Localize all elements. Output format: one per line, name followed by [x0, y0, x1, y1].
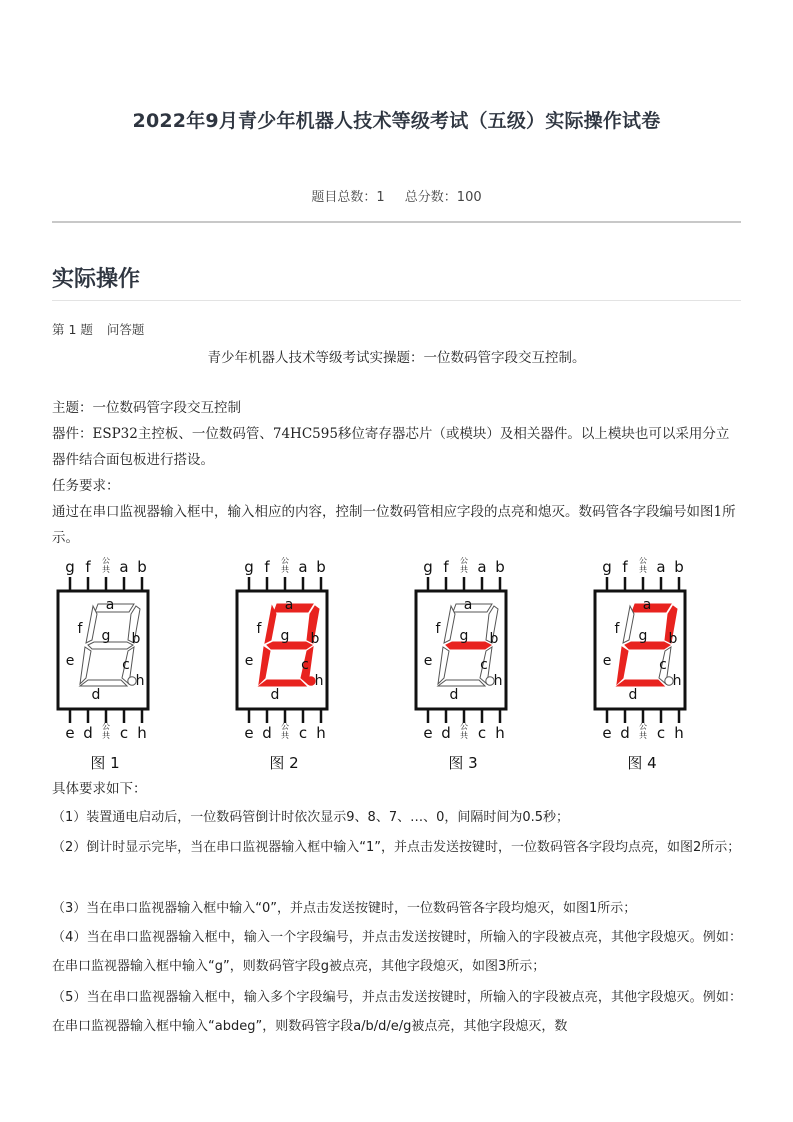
pin-label-top: 公 [281, 557, 289, 565]
segment-label-b: b [489, 631, 499, 647]
pin-label-top: 共 [102, 565, 110, 574]
pin-label-bottom: c [298, 724, 308, 742]
segment-label-c: c [659, 657, 667, 673]
pin-label-top: f [443, 558, 449, 576]
pin-label-top: g [602, 558, 612, 576]
segment-label-h: h [135, 673, 145, 689]
pin-label-top: b [316, 558, 326, 576]
segment-label-a: a [463, 597, 473, 613]
segment-label-b: b [668, 631, 678, 647]
pin-label-top: b [137, 558, 147, 576]
segment-label-d: d [91, 687, 101, 703]
segment-label-g: g [101, 628, 111, 644]
pin-label-bottom: c [656, 724, 666, 742]
segment-d [80, 680, 127, 686]
question-title: 青少年机器人技术等级考试实操题：一位数码管字段交互控制。 [207, 350, 586, 366]
segment-label-h: h [314, 673, 324, 689]
pin-label-bottom: d [441, 724, 451, 742]
pin-label-bottom: 共 [281, 731, 289, 740]
figure-1 [50, 557, 160, 777]
question-components: 器件：ESP32主控板、一位数码管、74HC595移位寄存器芯片（或模块）及相关器件。以上模块也可以采用分立器件结合面包板进行搭设。 [52, 426, 730, 468]
header-divider [52, 221, 741, 223]
pin-label-bottom: e [602, 724, 612, 742]
requirement-5: （5）当在串口监视器输入框中，输入多个字段编号，并点击发送按键时，所输入的字段被点亮，其他字段熄灭。例如：在串口监视器输入框中输入“abdeg”，则数码管字段a/b/d/e/g被点亮，其他字段熄灭，数 [52, 990, 742, 1034]
question-topic: 主题：一位数码管字段交互控制 [52, 400, 241, 416]
segment-label-a: a [284, 597, 294, 613]
pin-label-top: f [622, 558, 628, 576]
pin-label-top: g [65, 558, 75, 576]
figure-3 [408, 557, 518, 777]
task-label: 任务要求： [52, 478, 120, 494]
segment-a [274, 604, 313, 612]
total-questions: 题目总数：1 [311, 190, 385, 205]
pin-label-top: a [298, 558, 308, 576]
pin-label-top: 公 [460, 557, 468, 565]
segment-label-g: g [638, 628, 648, 644]
pin-label-bottom: 公 [281, 722, 289, 731]
pin-label-top: 共 [639, 565, 647, 574]
segment-label-g: g [280, 628, 290, 644]
segment-d [259, 680, 306, 686]
segment-d [438, 680, 485, 686]
requirement-4: （4）当在串口监视器输入框中，输入一个字段编号，并点击发送按键时，所输入的字段被点亮，其他字段熄灭。例如：在串口监视器输入框中输入“g”，则数码管字段g被点亮，其他字段熄灭，如图3所示； [52, 930, 742, 974]
pin-label-bottom: 公 [460, 722, 468, 731]
segment-label-d: d [628, 687, 638, 703]
pin-label-top: 公 [102, 557, 110, 565]
exam-meta [0, 186, 793, 205]
pin-label-bottom: d [620, 724, 630, 742]
segment-g [446, 642, 491, 649]
pin-label-top: 共 [281, 565, 289, 574]
segment-label-f: f [256, 621, 262, 637]
pin-label-bottom: 共 [639, 731, 647, 740]
pin-label-top: b [495, 558, 505, 576]
pin-label-bottom: 共 [102, 731, 110, 740]
pin-label-bottom: h [137, 724, 147, 742]
segment-a [95, 604, 134, 612]
pin-label-top: b [674, 558, 684, 576]
segment-label-e: e [423, 653, 433, 669]
details-label: 具体要求如下： [52, 781, 147, 797]
figure-caption: 图 4 [627, 754, 657, 772]
pin-label-bottom: d [262, 724, 272, 742]
segment-label-c: c [301, 657, 309, 673]
pin-label-top: 公 [639, 557, 647, 565]
pin-label-bottom: e [423, 724, 433, 742]
figure-caption: 图 1 [90, 754, 120, 772]
segment-label-f: f [77, 621, 83, 637]
segment-label-f: f [435, 621, 441, 637]
pin-label-bottom: h [316, 724, 326, 742]
total-score: 总分数：100 [404, 190, 482, 205]
segment-label-f: f [614, 621, 620, 637]
figure-caption: 图 2 [269, 754, 299, 772]
question-number: 第 1 题 [52, 322, 93, 337]
section-divider [52, 300, 741, 301]
pin-label-top: f [85, 558, 91, 576]
requirement-3: （3）当在串口监视器输入框中输入“0”，并点击发送按键时，一位数码管各字段均熄灭，如图1所示； [52, 901, 637, 916]
segment-label-d: d [270, 687, 280, 703]
segment-label-e: e [65, 653, 75, 669]
pin-label-bottom: c [119, 724, 129, 742]
segment-a [453, 604, 492, 612]
pin-label-bottom: e [244, 724, 254, 742]
figure-4 [587, 557, 697, 777]
pin-label-top: f [264, 558, 270, 576]
segment-label-b: b [131, 631, 141, 647]
pin-label-top: a [656, 558, 666, 576]
segment-label-c: c [122, 657, 130, 673]
pin-label-top: g [244, 558, 254, 576]
pin-label-bottom: d [83, 724, 93, 742]
segment-label-a: a [642, 597, 652, 613]
pin-label-top: g [423, 558, 433, 576]
pin-label-bottom: c [477, 724, 487, 742]
pin-label-bottom: e [65, 724, 75, 742]
segment-label-b: b [310, 631, 320, 647]
segment-label-h: h [672, 673, 682, 689]
pin-label-top: a [119, 558, 129, 576]
segment-label-g: g [459, 628, 469, 644]
segment-label-h: h [493, 673, 503, 689]
pin-label-bottom: 公 [639, 722, 647, 731]
figure-caption: 图 3 [448, 754, 478, 772]
segment-d [617, 680, 664, 686]
pin-label-top: a [477, 558, 487, 576]
figure-2 [229, 557, 339, 777]
question-header [52, 320, 144, 338]
section-title: 实际操作 [52, 267, 141, 292]
segment-label-c: c [480, 657, 488, 673]
pin-label-bottom: h [495, 724, 505, 742]
pin-label-bottom: 公 [102, 722, 110, 731]
segment-g [267, 642, 312, 649]
question-type: 问答题 [106, 322, 145, 337]
segment-a [632, 604, 671, 612]
segment-label-e: e [602, 653, 612, 669]
segment-g [625, 642, 670, 649]
page-title: 2022年9月青少年机器人技术等级考试（五级）实际操作试卷 [132, 110, 661, 132]
segment-label-d: d [449, 687, 459, 703]
pin-label-bottom: 共 [460, 731, 468, 740]
segment-g [88, 642, 133, 649]
segment-label-a: a [105, 597, 115, 613]
pin-label-top: 共 [460, 565, 468, 574]
task-text: 通过在串口监视器输入框中，输入相应的内容，控制一位数码管相应字段的点亮和熄灭。数码管各字段编号如图1所示。 [52, 504, 736, 546]
requirement-2: （2）倒计时显示完毕，当在串口监视器输入框中输入“1”，并点击发送按键时，一位数码管各字段均点亮，如图2所示； [52, 840, 741, 855]
pin-label-bottom: h [674, 724, 684, 742]
requirement-1: （1）装置通电启动后，一位数码管倒计时依次显示9、8、7、…、0，间隔时间为0.5秒； [52, 810, 570, 825]
segment-label-e: e [244, 653, 254, 669]
